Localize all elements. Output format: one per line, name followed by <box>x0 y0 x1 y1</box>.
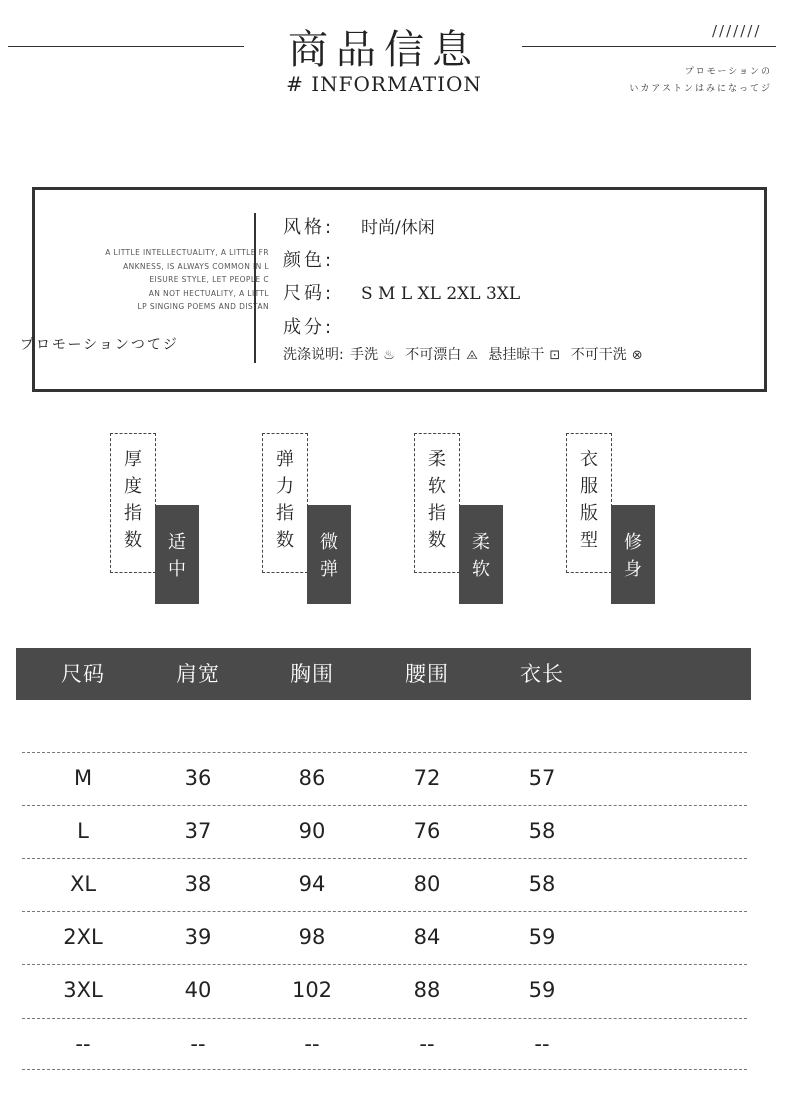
table-cell: 38 <box>184 872 212 896</box>
care-text: 悬挂晾干 <box>488 347 545 363</box>
feature-label-char: 度 <box>124 476 142 497</box>
table-cell: 57 <box>528 766 556 790</box>
attr-color <box>283 246 361 272</box>
feature-label <box>415 446 459 554</box>
english-line: ANKNESS, IS ALWAYS COMMON IN L <box>123 261 269 271</box>
feature-label-char: 弹 <box>276 449 294 470</box>
feature-value-char: 适 <box>168 532 186 553</box>
feature-fit-label-box <box>566 433 612 573</box>
feature-value-char: 微 <box>320 532 338 553</box>
row-divider <box>22 964 747 965</box>
row-divider <box>22 752 747 753</box>
english-line: A LITTLE INTELLECTUALITY, A LITTLE FR <box>105 248 269 257</box>
feature-label-char: 服 <box>580 476 598 497</box>
english-line: AN NOT HECTUALITY, A LITTL <box>148 288 269 298</box>
table-cell: 102 <box>291 978 333 1002</box>
attr-material <box>283 313 361 339</box>
table-cell: 76 <box>413 819 441 843</box>
feature-label-char: 力 <box>276 476 294 497</box>
care-text: 手洗 <box>350 347 379 363</box>
feature-label <box>111 446 155 554</box>
table-cell: 36 <box>184 766 212 790</box>
table-cell: 39 <box>184 925 212 949</box>
feature-fit-value <box>611 505 655 604</box>
decorative-english-text <box>59 246 269 314</box>
attr-label: 尺码: <box>283 283 335 304</box>
table-cell: 40 <box>184 978 212 1002</box>
table-cell: 59 <box>528 978 556 1002</box>
table-header-waist: 腰围 <box>405 662 449 686</box>
row-divider <box>22 911 747 912</box>
feature-softness-label-box <box>414 433 460 573</box>
table-cell-size: -- <box>75 1032 91 1056</box>
feature-label-char: 数 <box>124 530 142 551</box>
header-rule-left <box>8 46 244 47</box>
care-text: 不可漂白 <box>405 347 462 363</box>
feature-value-char: 修 <box>624 532 642 553</box>
table-cell-size: XL <box>69 872 97 896</box>
table-cell-size: 3XL <box>63 978 103 1002</box>
feature-label-char: 版 <box>580 503 598 524</box>
feature-label <box>567 446 611 554</box>
feature-label-char: 厚 <box>124 449 142 470</box>
table-cell-size: M <box>73 766 93 790</box>
row-divider <box>22 805 747 806</box>
table-header-length: 衣长 <box>520 662 564 686</box>
no-dry-clean-icon: ⊗ <box>631 348 643 363</box>
no-bleach-icon: ⨻ <box>466 348 478 363</box>
attr-value: 时尚/休闲 <box>361 218 435 238</box>
info-divider <box>254 213 256 363</box>
attr-size <box>283 279 520 305</box>
page-title: 商品信息 <box>288 27 480 73</box>
decorative-slashes: /////// <box>712 22 762 40</box>
header-jp-line-1: プロモーションの <box>684 67 772 77</box>
feature-elasticity-value <box>307 505 351 604</box>
feature-value-char: 软 <box>472 559 490 580</box>
feature-label-char: 柔 <box>428 449 446 470</box>
feature-value-char: 弹 <box>320 559 338 580</box>
feature-label <box>263 446 307 554</box>
hang-dry-icon: ⊡ <box>549 348 561 363</box>
feature-value <box>459 529 503 583</box>
table-header-size: 尺码 <box>61 662 105 686</box>
hand-wash-icon: ♨ <box>383 348 395 363</box>
feature-label-char: 指 <box>124 503 142 524</box>
feature-elasticity-label-box <box>262 433 308 573</box>
table-cell: -- <box>304 1032 320 1056</box>
care-label: 洗涤说明: <box>283 347 344 363</box>
table-cell: 88 <box>413 978 441 1002</box>
row-divider <box>22 1069 747 1070</box>
table-cell: 59 <box>528 925 556 949</box>
table-cell: 84 <box>413 925 441 949</box>
header-rule-right <box>522 46 776 47</box>
attr-label: 风格: <box>283 217 335 238</box>
table-cell: 94 <box>298 872 326 896</box>
table-cell: 37 <box>184 819 212 843</box>
table-cell: 90 <box>298 819 326 843</box>
feature-label-char: 数 <box>276 530 294 551</box>
table-cell: 98 <box>298 925 326 949</box>
table-cell-size: 2XL <box>63 925 103 949</box>
feature-label-char: 型 <box>580 530 598 551</box>
care-instructions <box>283 344 649 364</box>
feature-label-char: 指 <box>276 503 294 524</box>
attr-value: S M L XL 2XL 3XL <box>361 284 521 304</box>
feature-thickness-label-box <box>110 433 156 573</box>
feature-label-char: 衣 <box>580 449 598 470</box>
attr-label: 成分: <box>283 317 335 338</box>
table-cell: 72 <box>413 766 441 790</box>
table-cell: 58 <box>528 819 556 843</box>
table-cell: 58 <box>528 872 556 896</box>
table-cell: -- <box>419 1032 435 1056</box>
table-cell: -- <box>190 1032 206 1056</box>
feature-label-char: 数 <box>428 530 446 551</box>
feature-value-char: 中 <box>168 559 186 580</box>
feature-label-char: 软 <box>428 476 446 497</box>
feature-value <box>307 529 351 583</box>
feature-value-char: 柔 <box>472 532 490 553</box>
row-divider <box>22 858 747 859</box>
feature-label-char: 指 <box>428 503 446 524</box>
care-text: 不可干洗 <box>570 347 627 363</box>
page-subtitle: # INFORMATION <box>286 72 482 96</box>
table-header-chest: 胸围 <box>290 662 334 686</box>
info-jp-caption: プロモーションつてジ <box>20 337 179 353</box>
table-cell: 80 <box>413 872 441 896</box>
attr-style <box>283 213 435 239</box>
row-divider <box>22 1018 747 1019</box>
feature-thickness-value <box>155 505 199 604</box>
feature-softness-value <box>459 505 503 604</box>
header-jp-line-2: いカアストンはみになってジ <box>629 84 772 94</box>
attr-label: 颜色: <box>283 250 335 271</box>
table-cell-size: L <box>77 819 89 843</box>
feature-value <box>155 529 199 583</box>
english-line: EISURE STYLE, LET PEOPLE C <box>149 275 269 284</box>
table-cell: -- <box>534 1032 550 1056</box>
table-cell: 86 <box>298 766 326 790</box>
feature-value <box>611 529 655 583</box>
english-line: LP SINGING POEMS AND DISTAN <box>137 302 269 311</box>
feature-value-char: 身 <box>624 559 642 580</box>
table-header-shoulder: 肩宽 <box>176 662 220 686</box>
